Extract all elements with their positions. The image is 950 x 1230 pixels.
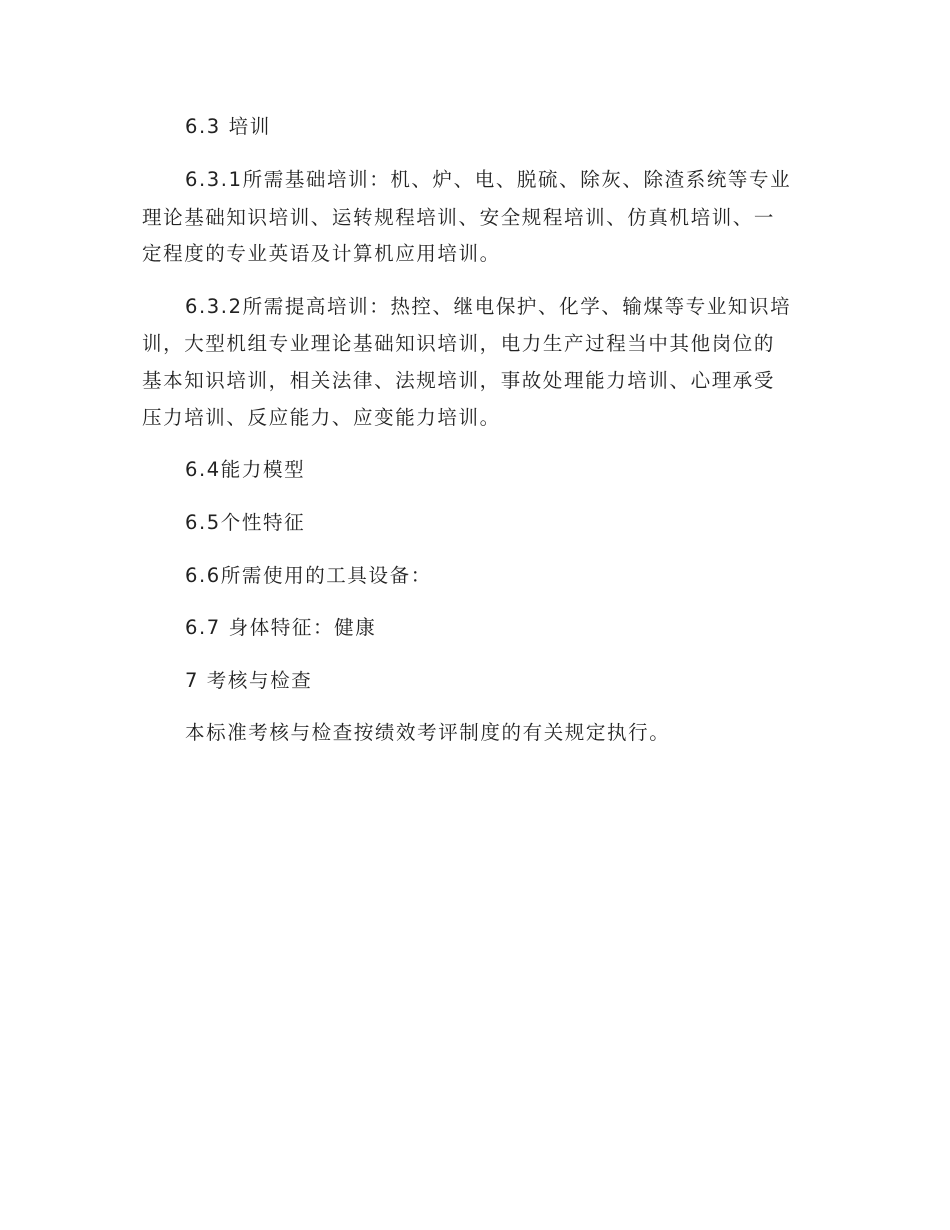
paragraph-6-3-2-line-1: 6.3.2所需提高培训：热控、继电保护、化学、输煤等专业知识培 xyxy=(185,295,792,318)
section-heading-6-7: 6.7 身体特征：健康 xyxy=(185,616,377,639)
section-heading-6-6: 6.6所需使用的工具设备： xyxy=(185,564,432,587)
paragraph-6-3-2-line-4: 压力培训、反应能力、应变能力培训。 xyxy=(142,406,501,429)
paragraph-6-3-2-line-3: 基本知识培训，相关法律、法规培训，事故处理能力培训、心理承受 xyxy=(142,369,776,392)
section-heading-6-4: 6.4能力模型 xyxy=(185,458,306,481)
paragraph-7: 本标准考核与检查按绩效考评制度的有关规定执行。 xyxy=(185,721,671,744)
paragraph-6-3-1-line-3: 定程度的专业英语及计算机应用培训。 xyxy=(142,242,501,265)
section-heading-6-3: 6.3 培训 xyxy=(185,115,271,138)
paragraph-6-3-1-line-1: 6.3.1所需基础培训：机、炉、电、脱硫、除灰、除渣系统等专业 xyxy=(185,168,792,191)
paragraph-6-3-2-line-2: 训，大型机组专业理论基础知识培训，电力生产过程当中其他岗位的 xyxy=(142,332,776,355)
section-heading-7: 7 考核与检查 xyxy=(185,669,313,692)
paragraph-6-3-1-line-2: 理论基础知识培训、运转规程培训、安全规程培训、仿真机培训、一 xyxy=(142,206,776,229)
section-heading-6-5: 6.5个性特征 xyxy=(185,511,306,534)
